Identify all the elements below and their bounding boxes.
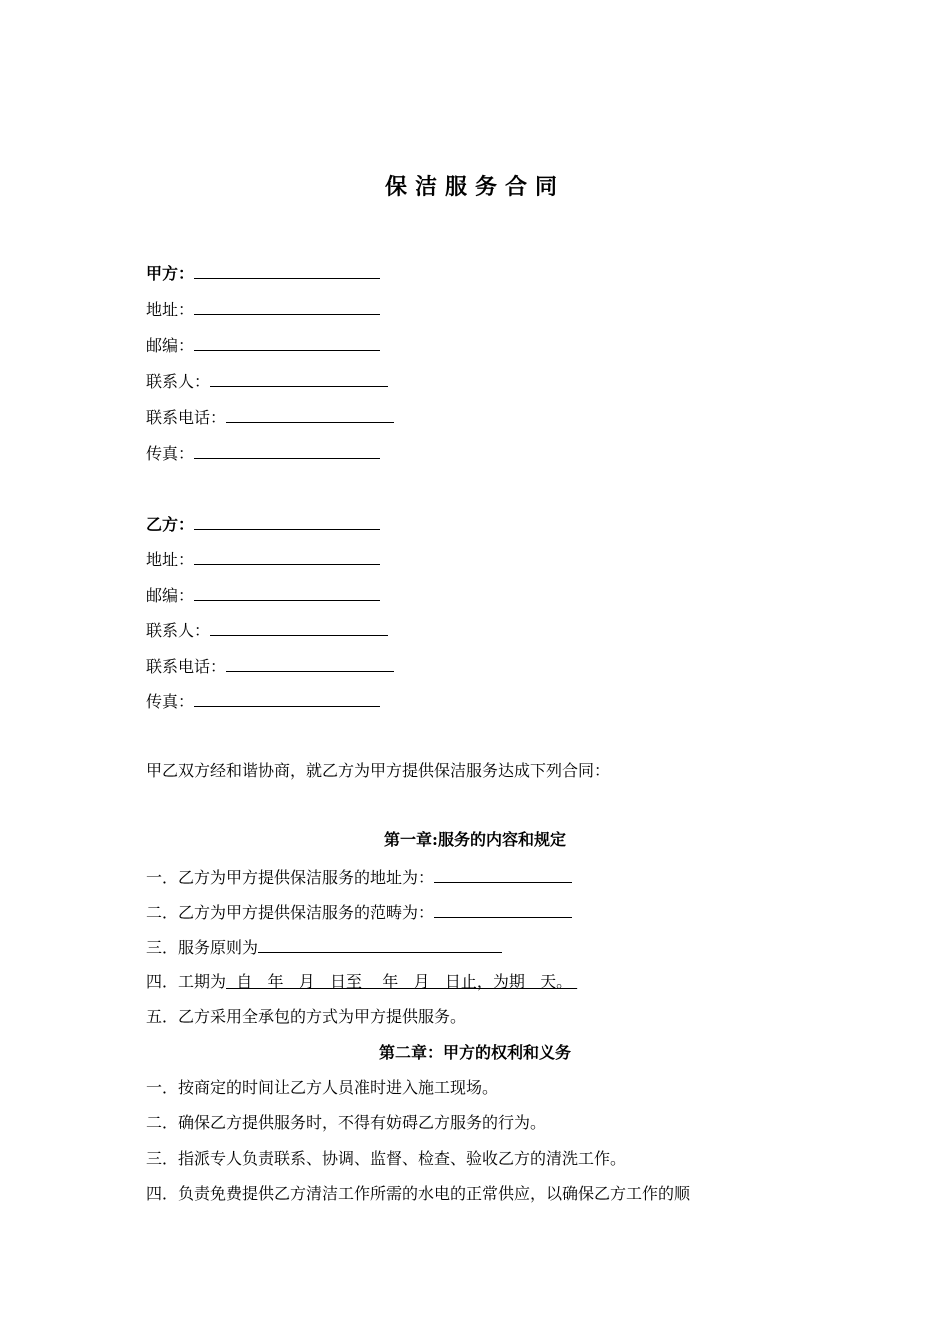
party-b-phone-blank[interactable] xyxy=(226,653,394,672)
intro-paragraph: 甲乙双方经和谐协商，就乙方为甲方提供保洁服务达成下列合同： xyxy=(146,761,611,780)
party-a-contact-blank[interactable] xyxy=(210,368,388,387)
party-b-address-label: 地址： xyxy=(146,550,195,569)
chapter1-heading: 第一章:服务的内容和规定 xyxy=(384,830,566,849)
party-a-phone-label: 联系电话： xyxy=(146,408,227,427)
party-b-contact-label: 联系人： xyxy=(146,621,211,640)
chapter1-item-3 xyxy=(146,934,502,958)
party-b-fax-label: 传真： xyxy=(146,692,195,711)
party-a-phone-row xyxy=(146,404,394,428)
party-a-address-label: 地址： xyxy=(146,300,195,319)
party-a-blank[interactable] xyxy=(194,260,380,279)
party-a-postcode-row xyxy=(146,332,380,356)
service-scope-blank[interactable] xyxy=(434,899,572,918)
party-b-fax-blank[interactable] xyxy=(194,688,380,707)
party-b-label: 乙方： xyxy=(146,515,195,534)
chapter1-item-3-text: 三．服务原则为 xyxy=(146,938,259,957)
party-a-contact-label: 联系人： xyxy=(146,372,211,391)
party-a-postcode-label: 邮编： xyxy=(146,336,195,355)
party-b-postcode-blank[interactable] xyxy=(194,582,380,601)
party-a-label: 甲方： xyxy=(146,264,195,283)
chapter1-item-1-text: 一．乙方为甲方提供保洁服务的地址为： xyxy=(146,868,435,887)
party-b-postcode-label: 邮编： xyxy=(146,586,195,605)
party-b-row xyxy=(146,511,380,535)
party-a-contact-row xyxy=(146,368,388,392)
chapter1-item-4 xyxy=(146,970,577,994)
term-period-field[interactable]: 自 年 月 日至 年 月 日止，为期 天。 xyxy=(226,972,578,991)
party-a-address-row xyxy=(146,296,380,320)
chapter2-item-1: 一．按商定的时间让乙方人员准时进入施工现场。 xyxy=(146,1078,499,1097)
party-a-address-blank[interactable] xyxy=(194,296,380,315)
party-a-phone-blank[interactable] xyxy=(226,404,394,423)
party-a-fax-label: 传真： xyxy=(146,444,195,463)
party-b-address-blank[interactable] xyxy=(194,546,380,565)
party-a-postcode-blank[interactable] xyxy=(194,332,380,351)
party-b-blank[interactable] xyxy=(194,511,380,530)
party-b-phone-row xyxy=(146,653,394,677)
party-b-phone-label: 联系电话： xyxy=(146,657,227,676)
chapter1-item-2 xyxy=(146,899,572,923)
party-b-contact-blank[interactable] xyxy=(210,617,388,636)
chapter2-item-3: 三．指派专人负责联系、协调、监督、检查、验收乙方的清洗工作。 xyxy=(146,1149,627,1168)
service-address-blank[interactable] xyxy=(434,864,572,883)
chapter2-heading: 第二章：甲方的权利和义务 xyxy=(378,1043,571,1062)
party-b-address-row xyxy=(146,546,380,570)
chapter1-item-1 xyxy=(146,864,572,888)
party-b-postcode-row xyxy=(146,582,380,606)
chapter1-item-4-text: 四．工期为 xyxy=(146,972,227,991)
party-b-contact-row xyxy=(146,617,388,641)
service-principle-blank[interactable] xyxy=(258,934,502,953)
chapter1-item-5: 五．乙方采用全承包的方式为甲方提供服务。 xyxy=(146,1007,467,1026)
party-a-fax-blank[interactable] xyxy=(194,440,380,459)
chapter1-item-2-text: 二．乙方为甲方提供保洁服务的范畴为： xyxy=(146,903,435,922)
chapter2-item-2: 二．确保乙方提供服务时，不得有妨碍乙方服务的行为。 xyxy=(146,1113,547,1132)
chapter2-item-4: 四．负责免费提供乙方清洁工作所需的水电的正常供应，以确保乙方工作的顺 xyxy=(146,1184,691,1203)
party-a-row xyxy=(146,260,380,284)
party-a-fax-row xyxy=(146,440,380,464)
document-title: 保洁服务合同 xyxy=(384,174,565,200)
party-b-fax-row xyxy=(146,688,380,712)
